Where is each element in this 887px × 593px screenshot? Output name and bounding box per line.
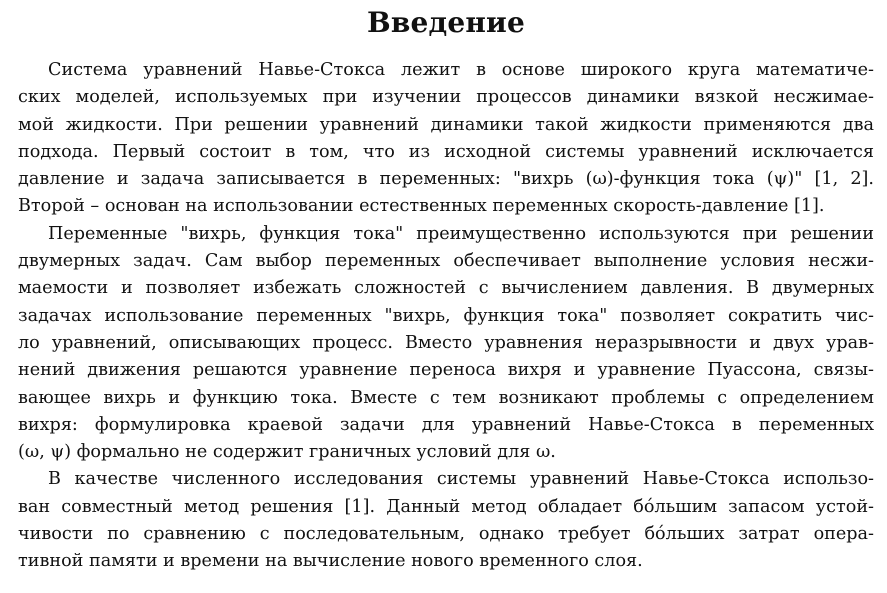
paragraph-line: ских моделей, используемых при изучении процессов динамики вязкой несжимае- — [18, 87, 874, 108]
paragraph-line: ван совместный метод решения [1]. Данный метод обладает бóльшим запасом устой- — [18, 496, 874, 517]
paragraph-line: мой жидкости. При решении уравнений динамики такой жидкости применяются два — [18, 114, 874, 135]
paragraph-1 — [18, 57, 874, 221]
paragraph-line: тивной памяти и времени на вычисление нового временного слоя. — [18, 551, 643, 572]
section-title: Введение — [366, 6, 526, 39]
paragraph-line: вающее вихрь и функцию тока. Вместе с тем возникают проблемы с определением — [18, 387, 874, 408]
paragraph-line: давление и задача записывается в переменных: "вихрь (ω)-функция тока (ψ)" [1, 2]. — [18, 169, 874, 190]
paragraph-line: Второй – основан на использовании естественных переменных скорость-давление [1]. — [18, 196, 825, 217]
paragraph-line: чивости по сравнению с последовательным, однако требует бóльших затрат опера- — [18, 524, 874, 545]
paragraph-line: В качестве численного исследования системы уравнений Навье-Стокса использо- — [48, 469, 874, 490]
paragraph-line: двумерных задач. Сам выбор переменных обеспечивает выполнение условия несжи- — [18, 251, 874, 272]
paragraph-line: Переменные "вихрь, функция тока" преимущественно используются при решении — [48, 223, 874, 244]
paragraph-line: нений движения решаются уравнение переноса вихря и уравнение Пуассона, связы- — [18, 360, 874, 381]
paragraph-2 — [18, 221, 874, 467]
paragraph-line: маемости и позволяет избежать сложностей с вычислением давления. В двумерных — [18, 278, 874, 299]
document-page — [18, 0, 874, 576]
paragraph-line: ло уравнений, описывающих процесс. Вместо уравнения неразрывности и двух урав- — [18, 332, 874, 353]
paragraph-3 — [18, 466, 874, 575]
paragraph-line: вихря: формулировка краевой задачи для уравнений Навье-Стокса в переменных — [18, 414, 874, 435]
paragraph-line: задачах использование переменных "вихрь, функция тока" позволяет сократить чис- — [18, 305, 874, 326]
paragraph-line: Система уравнений Навье-Стокса лежит в основе широкого круга математиче- — [48, 60, 874, 80]
paragraph-line: подхода. Первый состоит в том, что из исходной системы уравнений исключается — [18, 141, 874, 162]
paragraph-line: (ω, ψ) формально не содержит граничных условий для ω. — [18, 442, 556, 463]
